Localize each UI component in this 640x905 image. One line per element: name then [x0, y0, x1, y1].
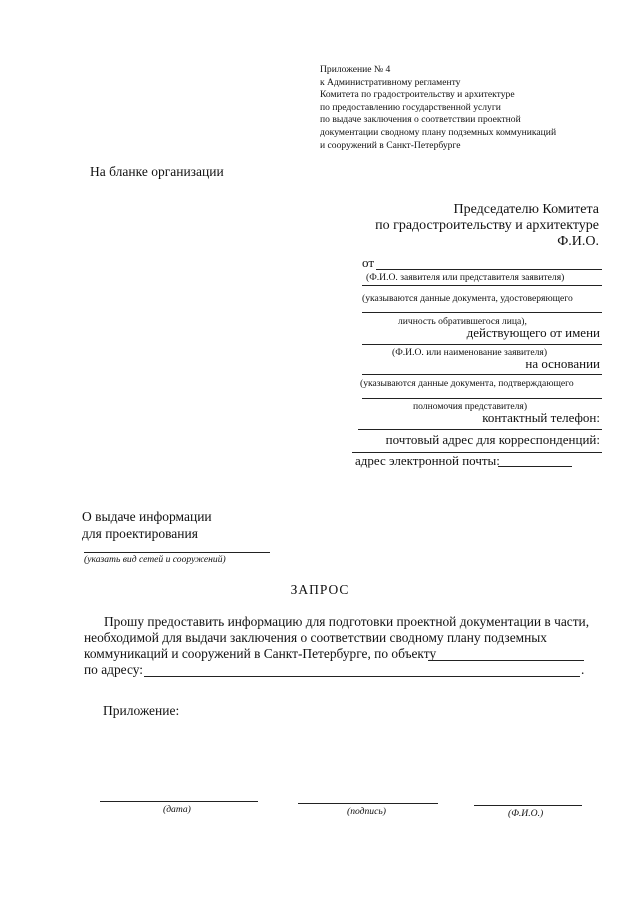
document-title: ЗАПРОС	[290, 582, 350, 597]
postal-label: почтовый адрес для корреспонденций:	[385, 432, 600, 447]
applicant-name-hint: (Ф.И.О. заявителя или представителя заявителя)	[366, 272, 565, 283]
phone-line	[358, 429, 602, 430]
email-line	[498, 466, 572, 467]
addressee-line-1: Председателю Комитета	[453, 202, 599, 217]
basis-label: на основании	[525, 356, 600, 371]
signature-line	[298, 803, 438, 804]
attachment-label: Приложение:	[103, 703, 180, 718]
addressee-line-2: по градостроительству и архитектуре	[375, 218, 599, 233]
signature-hint: (подпись)	[347, 806, 386, 817]
object-line	[428, 660, 584, 661]
applicant-doc-hint-2: личность обратившегося лица),	[398, 316, 527, 327]
date-line	[100, 801, 258, 802]
body-line-3: коммуникаций и сооружений в Санкт-Петербурге, по объекту	[84, 646, 437, 661]
applicant-doc-line	[362, 285, 602, 286]
authority-line	[362, 374, 602, 375]
body-line-4: по адресу:	[84, 662, 143, 677]
authority-line-2	[362, 398, 602, 399]
appendix-line: по предоставлению государственной услуги	[320, 101, 501, 113]
phone-label: контактный телефон:	[482, 410, 600, 425]
addressee-block	[375, 202, 599, 250]
authority-hint-2: полномочия представителя)	[413, 401, 528, 412]
address-line	[144, 676, 580, 677]
from-label: от	[362, 255, 375, 270]
appendix-line: по выдаче заключения о соответствии проектной	[320, 114, 521, 126]
appendix-line: Комитета по градостроительству и архитектуре	[320, 89, 515, 101]
principal-hint: (Ф.И.О. или наименование заявителя)	[392, 347, 548, 358]
networks-hint: (указать вид сетей и сооружений)	[84, 554, 226, 565]
appendix-line: документации сводному плану подземных коммуникаций	[320, 126, 557, 138]
applicant-doc-line-2	[362, 312, 602, 313]
subject-line-1: О выдаче информации	[82, 509, 212, 524]
appendix-line: Приложение № 4	[320, 64, 391, 75]
name-line	[474, 805, 582, 806]
date-hint: (дата)	[163, 804, 191, 815]
appendix-line: и сооружений в Санкт-Петербурге	[320, 139, 461, 151]
applicant-name-line	[376, 269, 602, 270]
appendix-header	[320, 64, 556, 152]
name-hint: (Ф.И.О.)	[508, 808, 544, 819]
addressee-line-3: Ф.И.О.	[557, 234, 599, 249]
letterhead-note: На бланке организации	[90, 164, 224, 179]
body-line-1: Прошу предоставить информацию для подготовки проектной документации в части,	[104, 614, 590, 629]
subject-block	[82, 508, 212, 542]
body-line-2: необходимой для выдачи заключения о соответствии сводному плану подземных	[84, 630, 547, 645]
email-label: адрес электронной почты:	[355, 453, 500, 468]
address-period: .	[581, 662, 585, 677]
appendix-line: к Административному регламенту	[320, 76, 461, 88]
subject-line-2: для проектирования	[82, 526, 198, 541]
principal-line	[362, 344, 602, 345]
applicant-doc-hint-1: (указываются данные документа, удостоверяющего	[362, 293, 573, 304]
acting-label: действующего от имени	[466, 325, 600, 340]
authority-hint-1: (указываются данные документа, подтверждающего	[360, 378, 574, 389]
networks-line	[84, 552, 270, 553]
